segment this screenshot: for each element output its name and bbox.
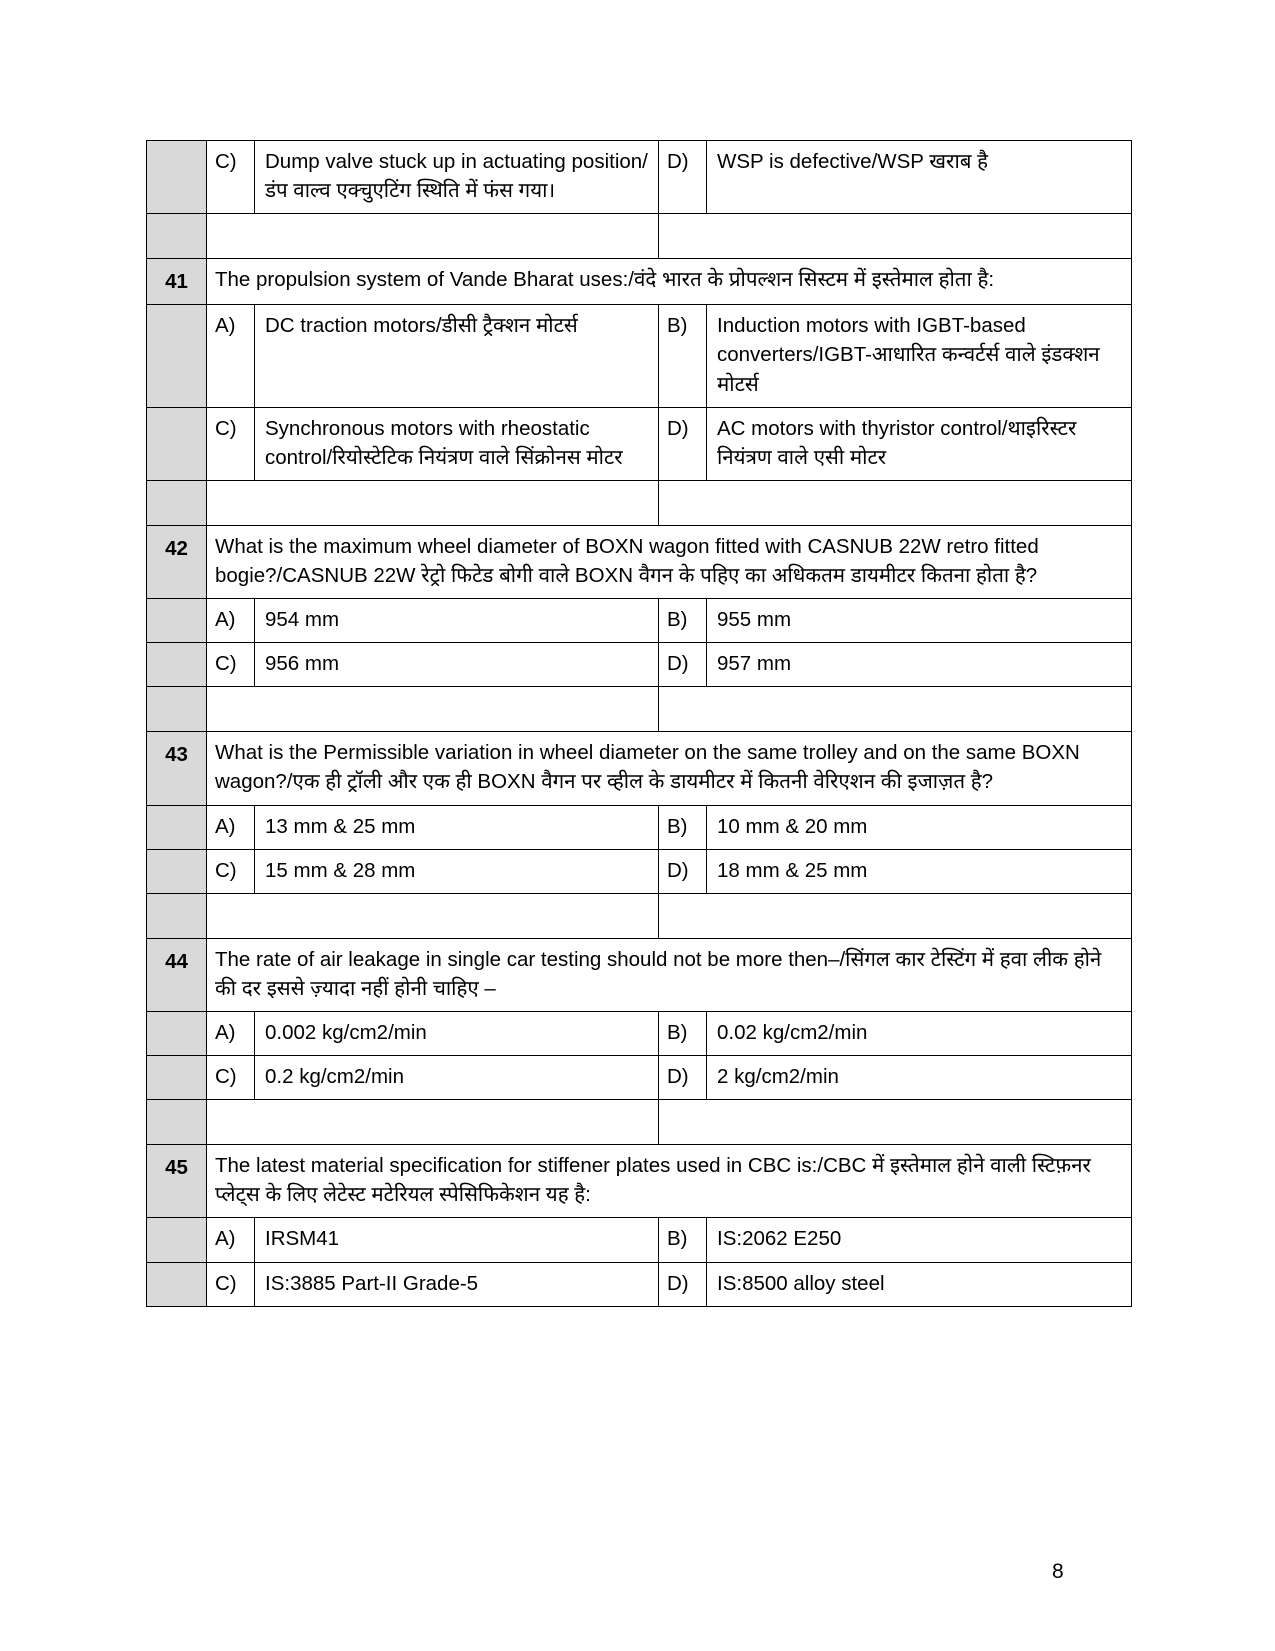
- option-label-a[interactable]: A): [207, 805, 255, 849]
- option-row: [147, 1218, 1132, 1262]
- question-row: [147, 525, 1132, 598]
- option-number-cell: [147, 599, 207, 643]
- table-spacer-row: [147, 1100, 1132, 1145]
- option-number-cell: [147, 141, 207, 214]
- table-spacer-row: [147, 214, 1132, 259]
- spacer-right-cell: [659, 1100, 1132, 1145]
- option-text-a[interactable]: 956 mm: [255, 643, 659, 687]
- option-text-b[interactable]: IS:2062 E250: [707, 1218, 1132, 1262]
- option-label-b[interactable]: D): [659, 141, 707, 214]
- option-text-a[interactable]: 954 mm: [255, 599, 659, 643]
- option-number-cell: [147, 1011, 207, 1055]
- spacer-left-cell: [207, 1100, 659, 1145]
- option-label-b[interactable]: D): [659, 849, 707, 893]
- question-row: [147, 1145, 1132, 1218]
- option-label-b[interactable]: D): [659, 1262, 707, 1306]
- option-number-cell: [147, 1218, 207, 1262]
- option-text-b[interactable]: 10 mm & 20 mm: [707, 805, 1132, 849]
- option-label-a[interactable]: C): [207, 1262, 255, 1306]
- option-row: [147, 407, 1132, 480]
- option-text-b[interactable]: Induction motors with IGBT-based converters/IGBT-आधारित कन्वर्टर्स वाले इंडक्शन मोटर्स: [707, 305, 1132, 407]
- option-label-b[interactable]: B): [659, 1011, 707, 1055]
- spacer-left-cell: [207, 480, 659, 525]
- table-spacer-row: [147, 893, 1132, 938]
- spacer-right-cell: [659, 480, 1132, 525]
- option-row: [147, 1056, 1132, 1100]
- question-row: [147, 938, 1132, 1011]
- question-table: [146, 140, 1132, 1307]
- option-label-b[interactable]: D): [659, 407, 707, 480]
- option-text-b[interactable]: IS:8500 alloy steel: [707, 1262, 1132, 1306]
- option-label-a[interactable]: A): [207, 1011, 255, 1055]
- option-label-a[interactable]: A): [207, 599, 255, 643]
- question-number: 42: [147, 525, 207, 598]
- option-text-a[interactable]: 0.2 kg/cm2/min: [255, 1056, 659, 1100]
- spacer-right-cell: [659, 214, 1132, 259]
- option-row: [147, 643, 1132, 687]
- option-text-b[interactable]: AC motors with thyristor control/थाइरिस्टर नियंत्रण वाले एसी मोटर: [707, 407, 1132, 480]
- question-text: What is the maximum wheel diameter of BOXN wagon fitted with CASNUB 22W retro fitted bogie?/CASNUB 22W रेट्रो फिटेड बोगी वाले BOXN वैगन के पहिए का अधिकतम डायमीटर कितना होता है?: [207, 525, 1132, 598]
- option-text-b[interactable]: 957 mm: [707, 643, 1132, 687]
- option-label-b[interactable]: D): [659, 643, 707, 687]
- table-spacer-row: [147, 687, 1132, 732]
- option-label-a[interactable]: C): [207, 849, 255, 893]
- option-label-a[interactable]: A): [207, 305, 255, 407]
- option-text-a[interactable]: 13 mm & 25 mm: [255, 805, 659, 849]
- question-number: 45: [147, 1145, 207, 1218]
- option-text-b[interactable]: WSP is defective/WSP खराब है: [707, 141, 1132, 214]
- option-number-cell: [147, 805, 207, 849]
- option-number-cell: [147, 1056, 207, 1100]
- option-text-a[interactable]: DC traction motors/डीसी ट्रैक्शन मोटर्स: [255, 305, 659, 407]
- option-row: [147, 1262, 1132, 1306]
- option-row: [147, 805, 1132, 849]
- option-text-a[interactable]: IRSM41: [255, 1218, 659, 1262]
- option-label-a[interactable]: C): [207, 643, 255, 687]
- question-text: The propulsion system of Vande Bharat uses:/वंदे भारत के प्रोपल्शन सिस्टम में इस्तेमाल होता है:: [207, 259, 1132, 305]
- question-text: What is the Permissible variation in wheel diameter on the same trolley and on the same BOXN wagon?/एक ही ट्रॉली और एक ही BOXN वैगन पर व्हील के डायमीटर में कितनी वेरिएशन की इजाज़त है?: [207, 732, 1132, 805]
- option-text-a[interactable]: Synchronous motors with rheostatic control/रियोस्टेटिक नियंत्रण वाले सिंक्रोनस मोटर: [255, 407, 659, 480]
- option-row: [147, 1011, 1132, 1055]
- spacer-number-cell: [147, 480, 207, 525]
- spacer-right-cell: [659, 893, 1132, 938]
- option-label-a[interactable]: C): [207, 1056, 255, 1100]
- spacer-right-cell: [659, 687, 1132, 732]
- option-text-b[interactable]: 2 kg/cm2/min: [707, 1056, 1132, 1100]
- option-text-a[interactable]: 0.002 kg/cm2/min: [255, 1011, 659, 1055]
- spacer-number-cell: [147, 214, 207, 259]
- option-row: [147, 849, 1132, 893]
- question-text: The rate of air leakage in single car testing should not be more then–/सिंगल कार टेस्टिंग में हवा लीक होने की दर इससे ज़्यादा नहीं होनी चाहिए –: [207, 938, 1132, 1011]
- question-text: The latest material specification for stiffener plates used in CBC is:/CBC में इस्तेमाल होने वाली स्टिफ़नर प्लेट्स के लिए लेटेस्ट मटेरियल स्पेसिफिकेशन यह है:: [207, 1145, 1132, 1218]
- option-number-cell: [147, 407, 207, 480]
- question-number: 41: [147, 259, 207, 305]
- option-number-cell: [147, 643, 207, 687]
- option-label-b[interactable]: B): [659, 305, 707, 407]
- option-number-cell: [147, 1262, 207, 1306]
- table-spacer-row: [147, 480, 1132, 525]
- option-text-a[interactable]: IS:3885 Part-II Grade-5: [255, 1262, 659, 1306]
- spacer-left-cell: [207, 893, 659, 938]
- option-text-b[interactable]: 0.02 kg/cm2/min: [707, 1011, 1132, 1055]
- option-text-b[interactable]: 955 mm: [707, 599, 1132, 643]
- spacer-left-cell: [207, 687, 659, 732]
- option-text-b[interactable]: 18 mm & 25 mm: [707, 849, 1132, 893]
- option-label-a[interactable]: C): [207, 141, 255, 214]
- option-label-a[interactable]: C): [207, 407, 255, 480]
- spacer-left-cell: [207, 214, 659, 259]
- option-number-cell: [147, 305, 207, 407]
- question-number: 43: [147, 732, 207, 805]
- option-number-cell: [147, 849, 207, 893]
- option-label-a[interactable]: A): [207, 1218, 255, 1262]
- option-row: [147, 599, 1132, 643]
- page-number: 8: [1052, 1560, 1064, 1583]
- question-number: 44: [147, 938, 207, 1011]
- option-text-a[interactable]: Dump valve stuck up in actuating position/डंप वाल्व एक्चुएटिंग स्थिति में फंस गया।: [255, 141, 659, 214]
- spacer-number-cell: [147, 893, 207, 938]
- option-row: [147, 141, 1132, 214]
- option-row: [147, 305, 1132, 407]
- option-label-b[interactable]: B): [659, 1218, 707, 1262]
- spacer-number-cell: [147, 1100, 207, 1145]
- option-label-b[interactable]: B): [659, 805, 707, 849]
- question-row: [147, 259, 1132, 305]
- question-row: [147, 732, 1132, 805]
- option-label-b[interactable]: B): [659, 599, 707, 643]
- option-text-a[interactable]: 15 mm & 28 mm: [255, 849, 659, 893]
- option-label-b[interactable]: D): [659, 1056, 707, 1100]
- spacer-number-cell: [147, 687, 207, 732]
